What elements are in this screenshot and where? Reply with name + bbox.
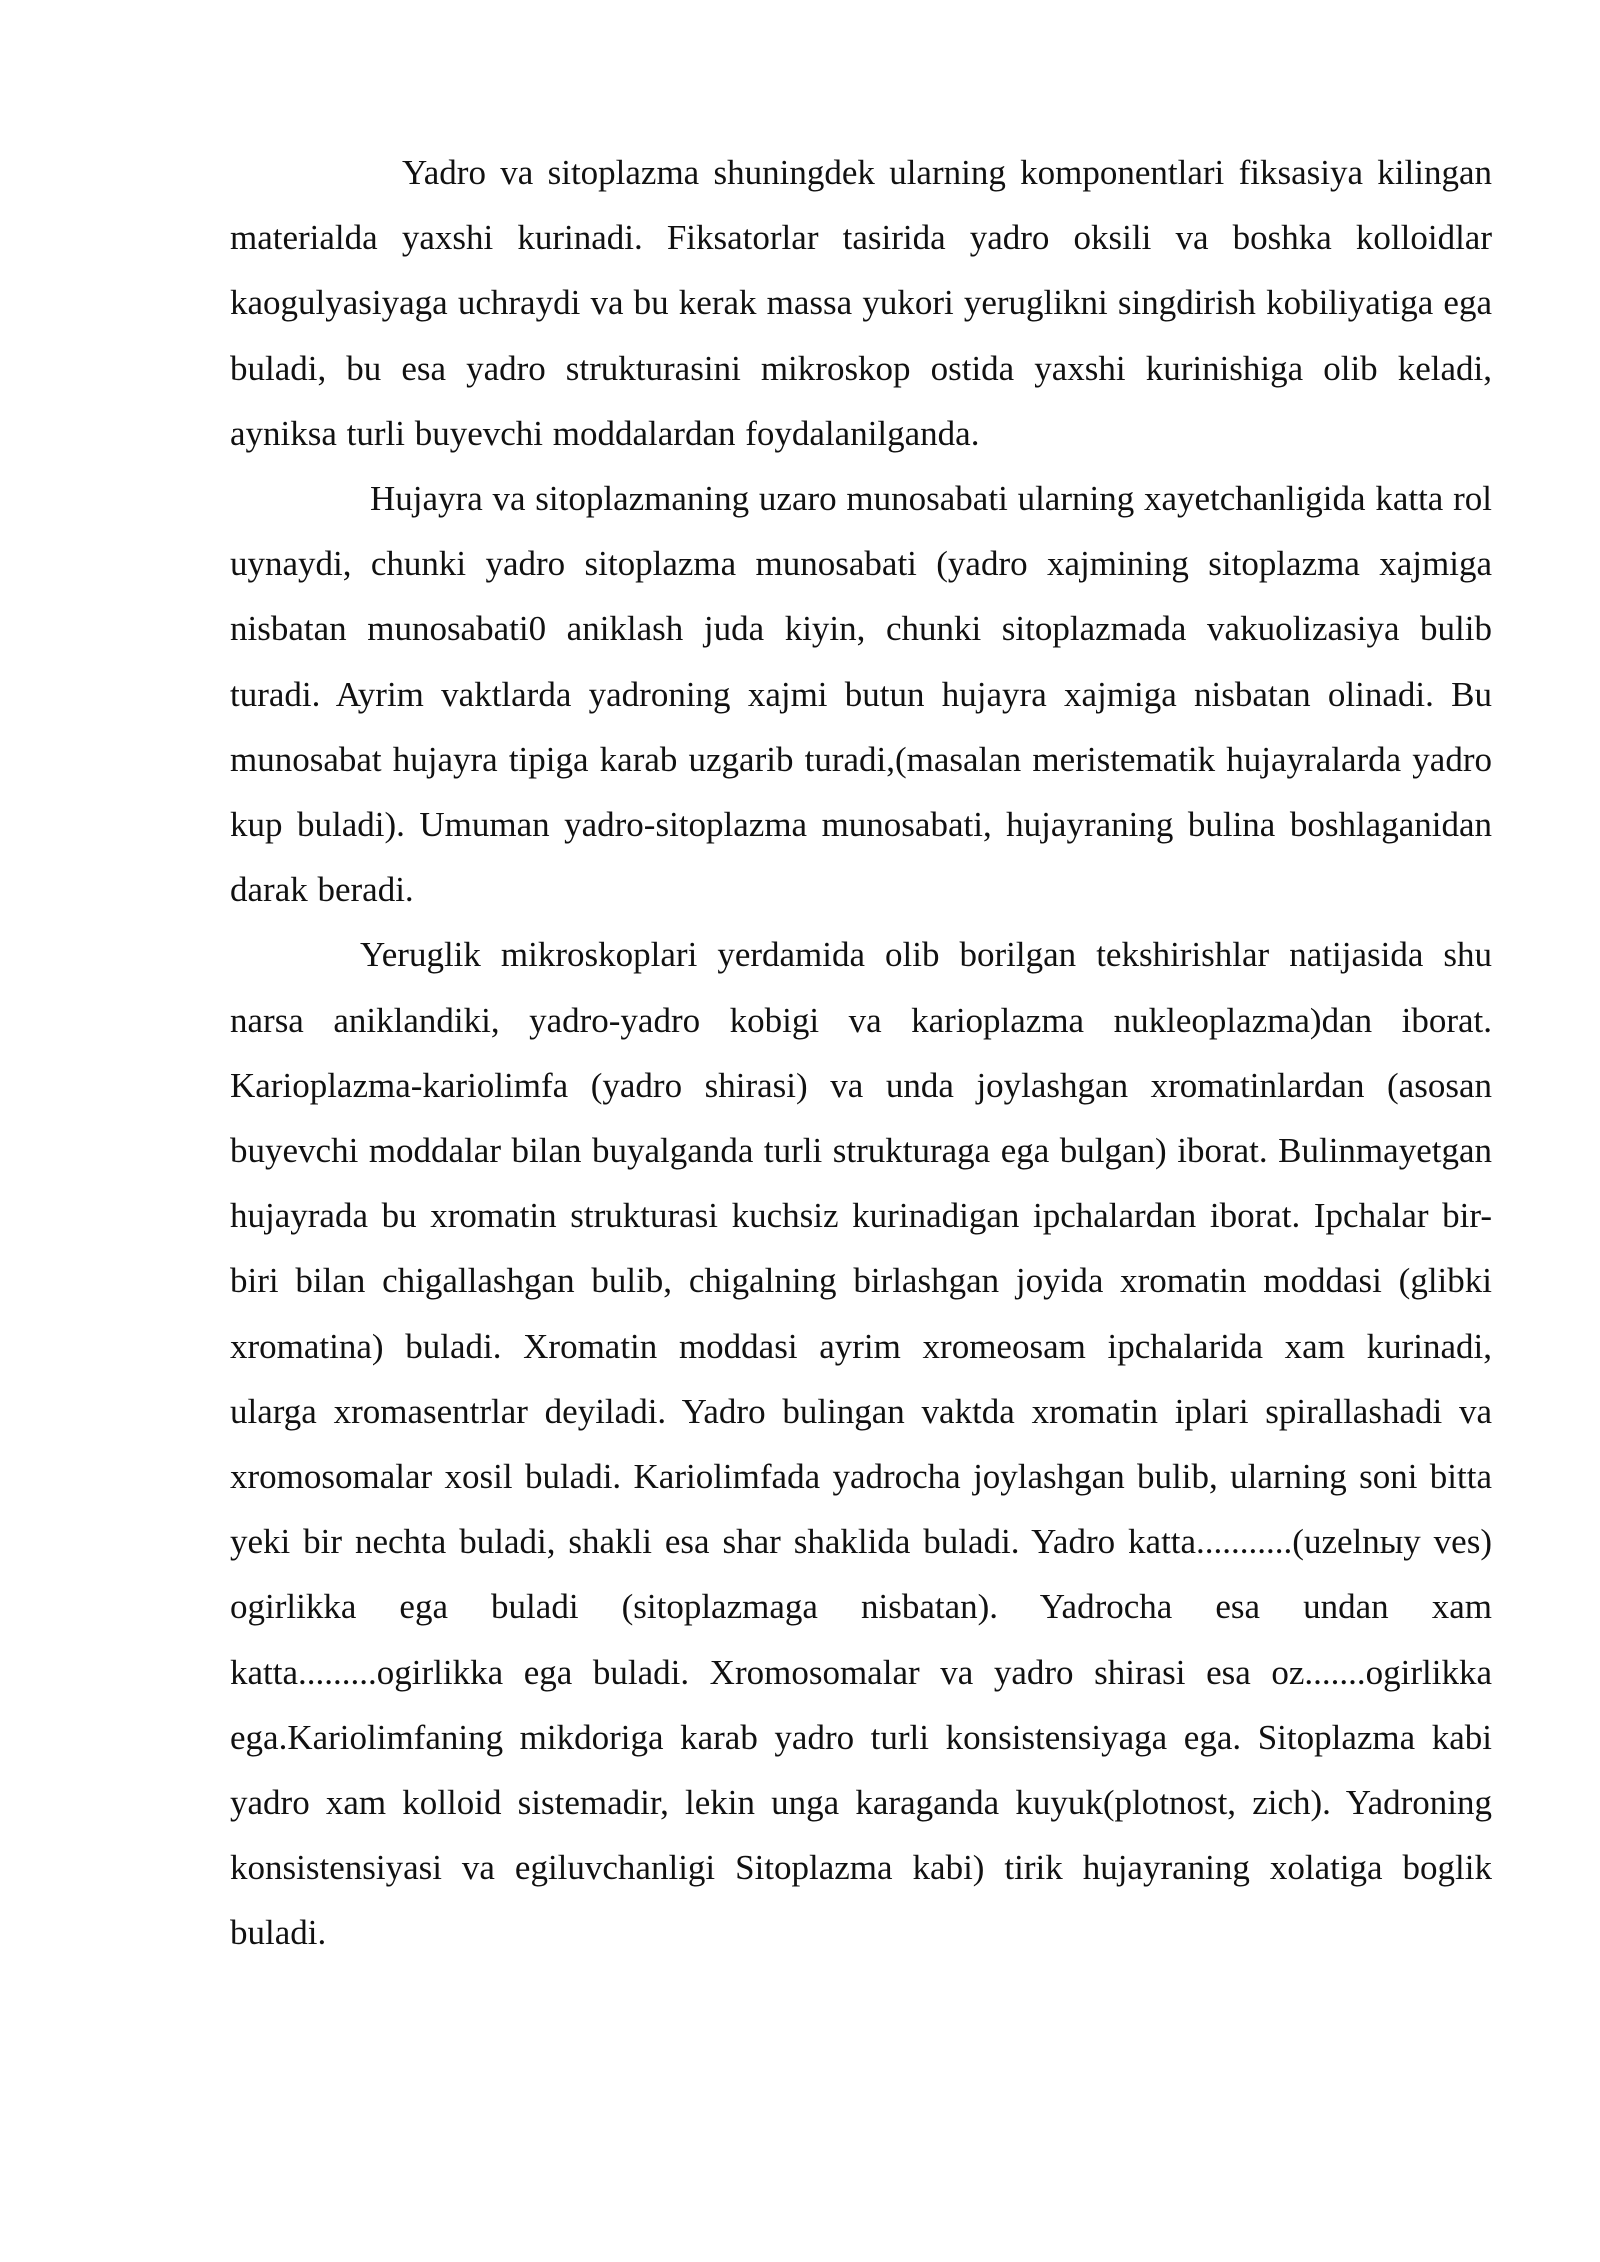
document-body [230,140,1492,1966]
paragraph-nucleus-cytoplasm-ratio: Hujayra va sitoplazmaning uzaro munosabati ularning xayetchanligida katta rol uynaydi, chunki yadro sitoplazma munosabati (yadro xajmining sitoplazma xajmiga nisbatan munosabati0 aniklash juda kiyin, chunki sitoplazmada vakuolizasiya bulib turadi. Ayrim vaktlarda yadroning xajmi butun hujayra xajmiga nisbatan olinadi. Bu munosabat hujayra tipiga karab uzgarib turadi,(masalan meristematik hujayralarda yadro kup buladi). Umuman yadro-sitoplazma munosabati, hujayraning bulina boshlaganidan darak beradi. [230,479,1492,910]
paragraph-nucleus-structure: Yeruglik mikroskoplari yerdamida olib borilgan tekshirishlar natijasida shu narsa aniklandiki, yadro-yadro kobigi va karioplazma nukleoplazma)dan iborat. Karioplazma-kariolimfa (yadro shirasi) va unda joylashgan xromatinlardan (asosan buyevchi moddalar bilan buyalganda turli strukturaga ega bulgan) iborat. Bulinmayetgan hujayrada bu xromatin strukturasi kuchsiz kurinadigan ipchalardan iborat. Ipchalar bir-biri bilan chigallashgan bulib, chigalning birlashgan joyida xromatin moddasi (glibki xromatina) buladi. Xromatin moddasi ayrim xromeosam ipchalarida xam kurinadi, ularga xromasentrlar deyiladi. Yadro bulingan vaktda xromatin iplari spirallashadi va xromosomalar xosil buladi. Kariolimfada yadrocha joylashgan bulib, ularning soni bitta yeki bir nechta buladi, shakli esa shar shaklida buladi. Yadro katta...........(uzelnыy ves) ogirlikka ega buladi (sitoplazmaga nisbatan). Yadrocha esa undan xam katta.........ogirlikka ega buladi. Xromosomalar va yadro shirasi esa oz.......ogirlikka ega.Kariolimfaning mikdoriga karab yadro turli konsistensiyaga ega. Sitoplazma kabi yadro xam kolloid sistemadir, lekin unga karaganda kuyuk(plotnost, zich). Yadroning konsistensiyasi va egiluvchanligi Sitoplazma kabi) tirik hujayraning xolatiga boglik buladi. [230,935,1492,1953]
paragraph-nucleus-fixation: Yadro va sitoplazma shuningdek ularning komponentlari fiksasiya kilingan materialda yaxshi kurinadi. Fiksatorlar tasirida yadro oksili va boshka kolloidlar kaogulyasiyaga uchraydi va bu kerak massa yukori yeruglikni singdirish kobiliyatiga ega buladi, bu esa yadro strukturasini mikroskop ostida yaxshi kurinishiga olib keladi, ayniksa turli buyevchi moddalardan foydalanilganda. [230,153,1492,453]
